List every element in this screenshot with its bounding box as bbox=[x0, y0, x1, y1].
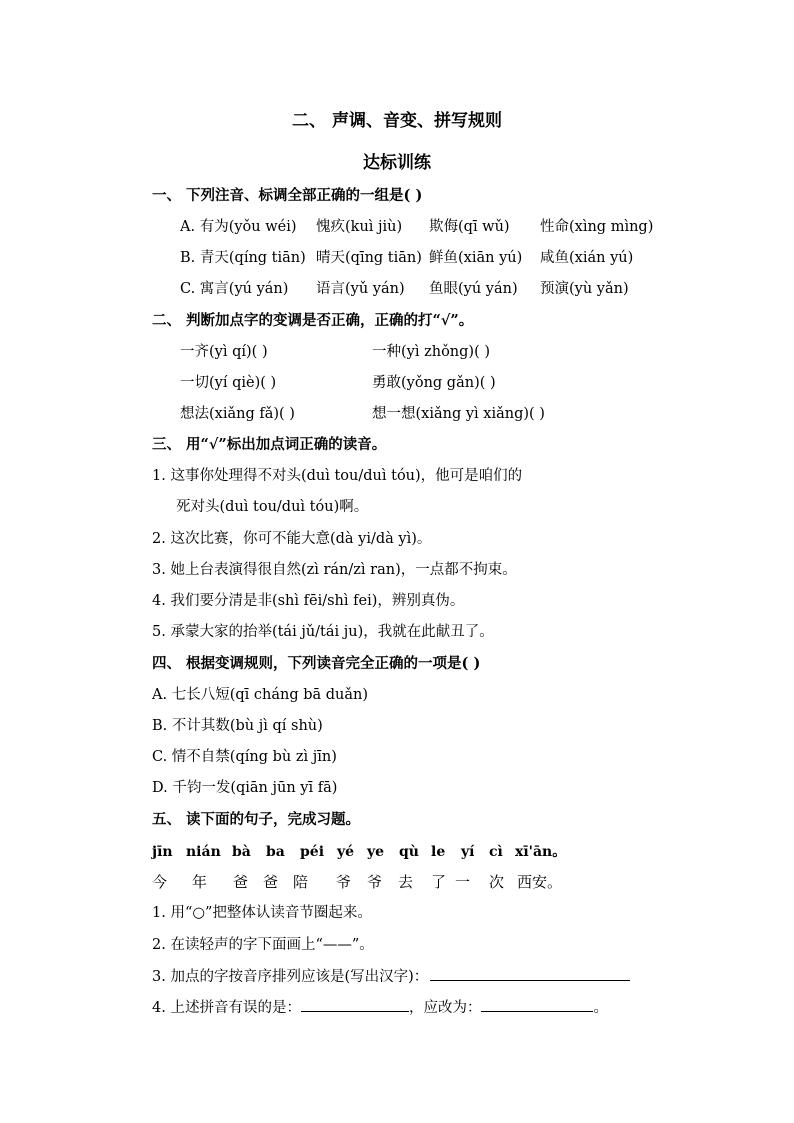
pinyin-syllable: bà bbox=[232, 844, 251, 860]
q1-option-c-3: 鱼眼(yú yán) bbox=[429, 281, 518, 297]
q1-option-b-3: 鲜鱼(xiān yú) bbox=[429, 250, 523, 266]
q5-item-4-text: 4. 上述拼音有误的是： bbox=[152, 1000, 301, 1016]
q3-heading: 三、 用“√”标出加点词正确的读音。 bbox=[152, 436, 387, 453]
q3-item-1: 1. 这事你处理得不对头(duì tou/duì tóu)，他可是咱们的 bbox=[152, 468, 523, 484]
answer-blank-correction[interactable] bbox=[481, 997, 593, 1012]
q1-option-a-4: 性命(xìng mìng) bbox=[540, 219, 654, 235]
q5-item-3-text: 3. 加点的字按音序排列应该是(写出汉字)： bbox=[152, 969, 429, 985]
q5-item-3 bbox=[152, 966, 630, 987]
q1-option-b-4: 咸鱼(xián yú) bbox=[540, 250, 634, 266]
q4-option-a: A. 七长八短(qī cháng bā duǎn) bbox=[152, 687, 369, 703]
q4-option-b: B. 不计其数(bù jì qí shù) bbox=[152, 718, 323, 734]
q4-heading: 四、 根据变调规则，下列读音完全正确的一项是( ) bbox=[152, 655, 481, 672]
pinyin-syllable: nián bbox=[186, 844, 221, 860]
q1-option-a-3: 欺侮(qī wǔ) bbox=[429, 219, 510, 235]
q2-item-5: 想法(xiǎng fǎ)( ) bbox=[180, 406, 295, 422]
answer-blank-error[interactable] bbox=[301, 997, 409, 1012]
page-subtitle: 达标训练 bbox=[363, 153, 431, 173]
q3-item-3: 3. 她上台表演得很自然(zì rán/zì ran)，一点都不拘束。 bbox=[152, 562, 517, 578]
q5-item-4-mid: ，应改为： bbox=[408, 1000, 482, 1016]
hanzi-char: 去 bbox=[398, 873, 414, 891]
q2-item-3: 一切(yí qiè)( ) bbox=[180, 375, 277, 391]
pinyin-syllable: cì bbox=[489, 844, 503, 860]
q2-item-1: 一齐(yì qí)( ) bbox=[180, 344, 268, 360]
q1-option-a-1: A. 有为(yǒu wéi) bbox=[180, 219, 297, 235]
q1-heading: 一、 下列注音、标调全部正确的一组是( ) bbox=[152, 187, 423, 204]
hanzi-char: 爸 bbox=[263, 873, 279, 891]
q4-option-d: D. 千钧一发(qiān jūn yī fā) bbox=[152, 780, 338, 796]
hanzi-char: 次 bbox=[489, 873, 505, 891]
q1-option-c-1: C. 寓言(yú yán) bbox=[180, 281, 289, 297]
q3-item-2: 2. 这次比赛，你可不能大意(dà yi/dà yì)。 bbox=[152, 531, 432, 547]
answer-blank[interactable] bbox=[430, 966, 630, 981]
q2-item-6: 想一想(xiǎng yì xiǎng)( ) bbox=[372, 406, 545, 422]
pinyin-syllable: yí bbox=[461, 844, 475, 860]
q1-option-b-2: 晴天(qīng tiān) bbox=[316, 250, 422, 266]
q1-option-b-1: B. 青天(qíng tiān) bbox=[180, 250, 306, 266]
q3-item-4: 4. 我们要分清是非(shì fēi/shì fei)，辨别真伪。 bbox=[152, 593, 465, 609]
q2-heading: 二、 判断加点字的变调是否正确，正确的打“√”。 bbox=[152, 312, 474, 329]
hanzi-char: 了 bbox=[431, 873, 447, 891]
q5-item-4 bbox=[152, 997, 608, 1018]
q1-option-c-4: 预演(yù yǎn) bbox=[540, 281, 629, 297]
pinyin-syllable: qù bbox=[399, 844, 419, 860]
hanzi-char: 年 bbox=[192, 873, 208, 891]
pinyin-syllable: péi bbox=[300, 844, 325, 860]
hanzi-char: 今 bbox=[152, 873, 168, 891]
pinyin-syllable: jīn bbox=[152, 844, 173, 860]
q3-item-5: 5. 承蒙大家的抬举(tái jǔ/tái ju)，我就在此献丑了。 bbox=[152, 624, 494, 640]
q3-item-1-cont: 死对头(duì tou/duì tóu)啊。 bbox=[176, 499, 369, 515]
hanzi-char: 西安。 bbox=[517, 873, 563, 891]
q1-option-c-2: 语言(yǔ yán) bbox=[316, 281, 405, 297]
q5-heading: 五、 读下面的句子，完成习题。 bbox=[152, 811, 361, 828]
q5-item-2: 2. 在读轻声的字下面画上“——”。 bbox=[152, 937, 374, 953]
q5-item-1: 1. 用“○”把整体认读音节圈起来。 bbox=[152, 905, 372, 921]
pinyin-syllable: ye bbox=[367, 844, 385, 860]
pinyin-syllable: ba bbox=[266, 844, 285, 860]
hanzi-char: 爷 bbox=[336, 873, 352, 891]
hanzi-char: 陪 bbox=[293, 873, 309, 891]
hanzi-char: 爷 bbox=[367, 873, 383, 891]
pinyin-syllable: yé bbox=[337, 844, 355, 860]
pinyin-syllable: xī'ān。 bbox=[515, 844, 567, 860]
q2-item-2: 一种(yì zhǒng)( ) bbox=[372, 344, 491, 360]
hanzi-char: 一 bbox=[455, 873, 471, 891]
q2-item-4: 勇敢(yǒng gǎn)( ) bbox=[372, 375, 496, 391]
q1-option-a-2: 愧疚(kuì jiù) bbox=[316, 219, 403, 235]
page-title: 二、 声调、音变、拼写规则 bbox=[292, 111, 502, 131]
q4-option-c: C. 情不自禁(qíng bù zì jīn) bbox=[152, 749, 337, 765]
hanzi-char: 爸 bbox=[233, 873, 249, 891]
pinyin-syllable: le bbox=[431, 844, 446, 860]
q5-item-4-end: 。 bbox=[593, 1000, 608, 1016]
